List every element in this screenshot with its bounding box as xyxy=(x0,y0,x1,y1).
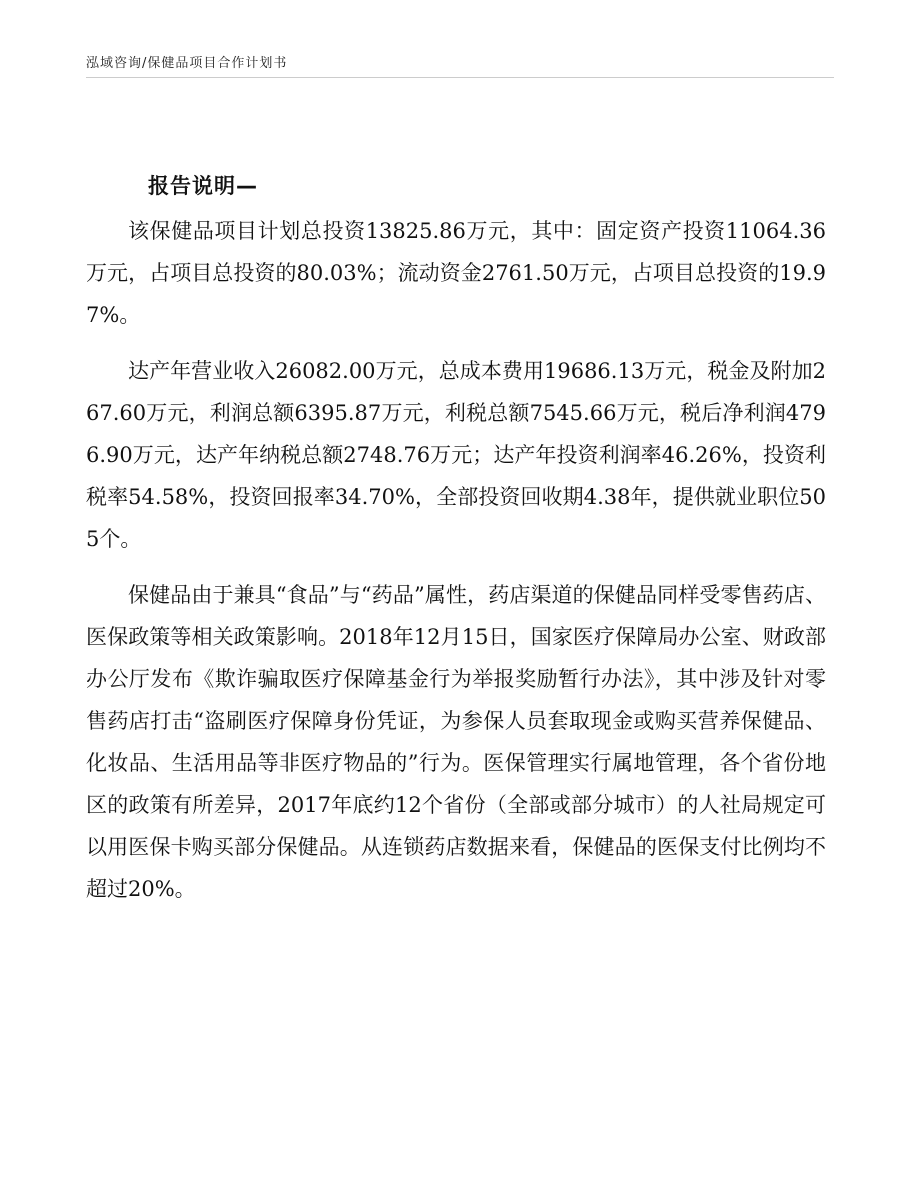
running-header: 泓域咨询/保健品项目合作计划书 xyxy=(86,56,288,71)
paragraph-investment: 该保健品项目计划总投资13825.86万元，其中：固定资产投资11064.36万元，占项目总投资的80.03%；流动资金2761.50万元，占项目总投资的19.97%。 xyxy=(86,219,826,327)
paragraph-policy: 保健品由于兼具“食品”与“药品”属性，药店渠道的保健品同样受零售药店、医保政策等相关政策影响。2018年12月15日，国家医疗保障局办公室、财政部办公厅发布《欺诈骗取医疗保障基金行为举报奖励暂行办法》，其中涉及针对零售药店打击“盗刷医疗保障身份凭证，为参保人员套取现金或购买营养保健品、化妆品、生活用品等非医疗物品的”行为。医保管理实行属地管理，各个省份地区的政策有所差异，2017年底约12个省份（全部或部分城市）的人社局规定可以用医保卡购买部分保健品。从连锁药店数据来看，保健品的医保支付比例均不超过20%。 xyxy=(86,583,826,901)
report-body xyxy=(86,210,826,924)
paragraph-financials: 达产年营业收入26082.00万元，总成本费用19686.13万元，税金及附加267.60万元，利润总额6395.87万元，利税总额7545.66万元，税后净利润4796.90万元，达产年纳税总额2748.76万元；达产年投资利润率46.26%，投资利税率54.58%，投资回报率34.70%，全部投资回收期4.38年，提供就业职位505个。 xyxy=(86,359,826,551)
section-title: 报告说明— xyxy=(148,174,258,198)
header-divider xyxy=(86,77,834,78)
